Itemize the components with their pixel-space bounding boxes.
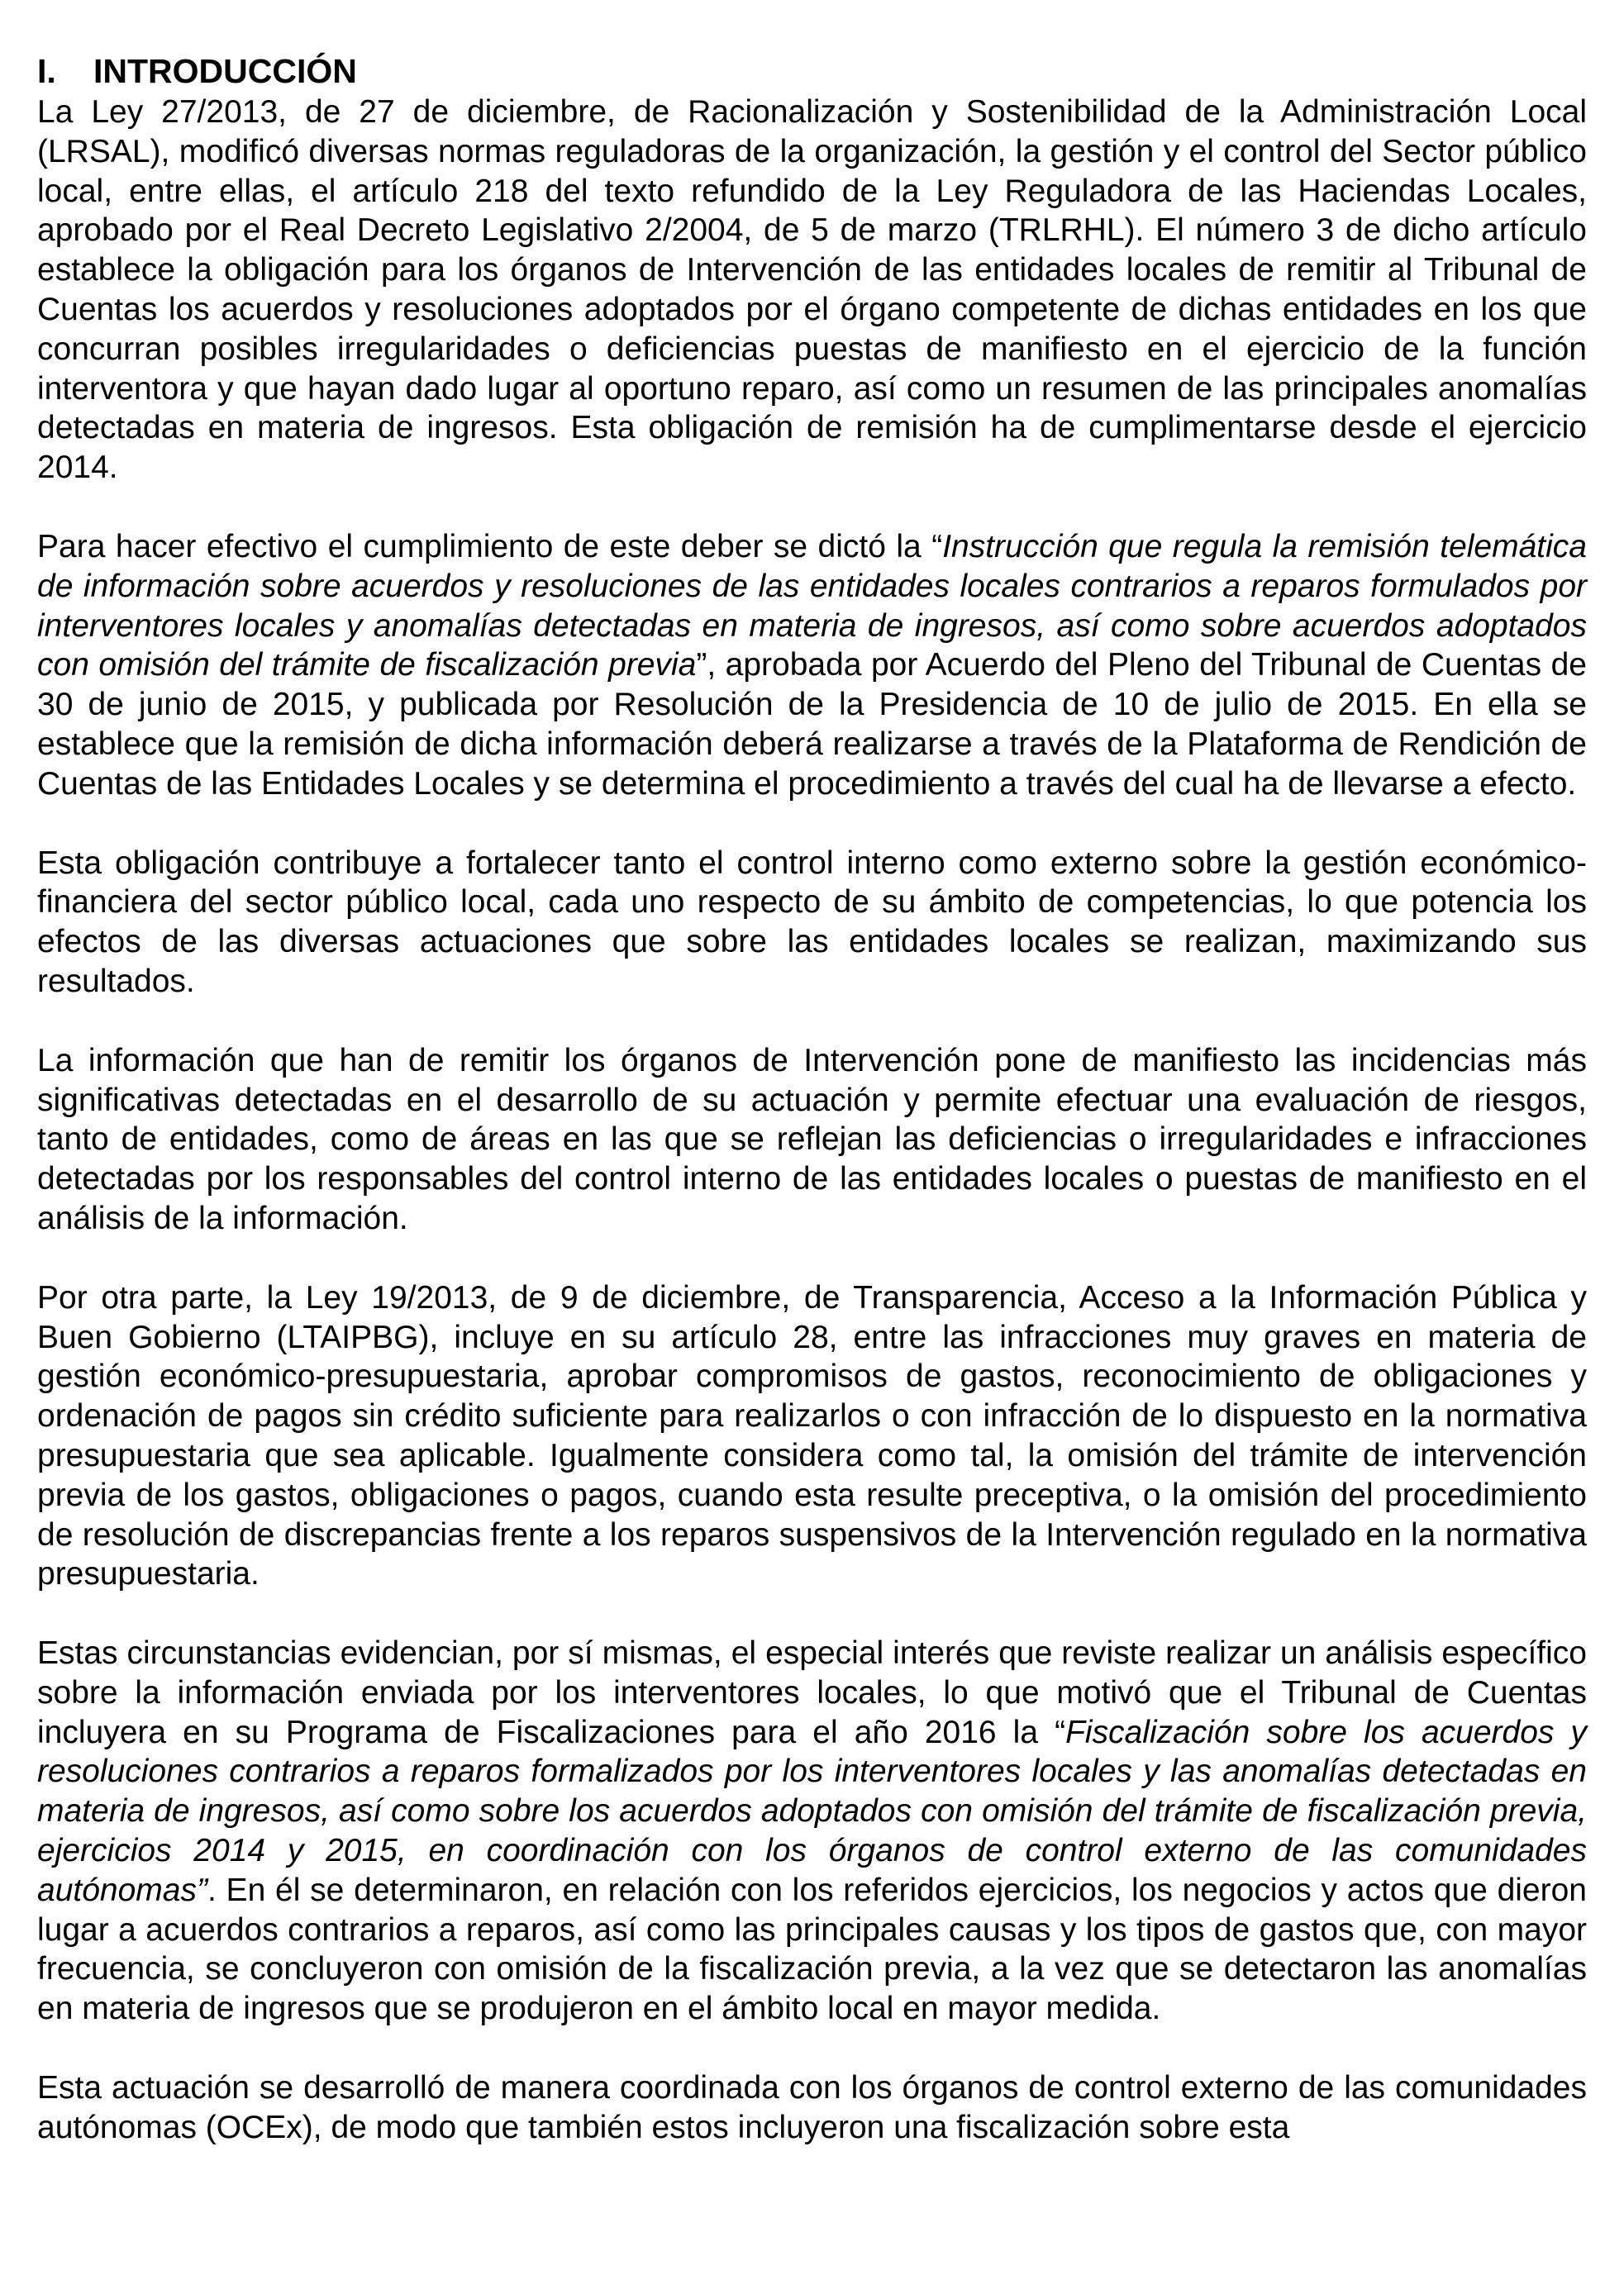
paragraph-3: Esta obligación contribuye a fortalecer tanto el control interno como externo sobre la gestión económico-financiera del sector público local, cada uno respecto de su ámbito de competencias, lo que potencia los efectos de las diversas actuaciones que sobre las entidades locales se realizan, maximizando sus resultados. [37,845,1587,999]
section-heading [37,51,1587,91]
paragraph-2-instruccion-title: Instrucción que regula la remisión telemática de información sobre acuerdos y resoluciones de las entidades locales contrarios a reparos formulados por interventores locales y anomalías detectadas en materia de ingresos, así como sobre acuerdos adoptados con omisión del trámite de fiscalización previa [37,528,1587,683]
paragraph-6-fiscalizacion-title: Fiscalización sobre los acuerdos y resoluciones contrarios a reparos formalizados por los interventores locales y las anomalías detectadas en materia de ingresos, así como sobre los acuerdos adoptados con omisión del trámite de fiscalización previa, ejercicios 2014 y 2015, en coordinación con los órganos de control externo de las comunidades autónomas” [37,1714,1587,1908]
paragraph-6 [37,1634,1587,2029]
paragraph-2-text-before: Para hacer efectivo el cumplimiento de este deber se dictó la “ [37,528,943,564]
paragraph-6-text-after: . En él se determinaron, en relación con los referidos ejercicios, los negocios y actos que dieron lugar a acuerdos contrarios a reparos, así como las principales causas y los tipos de gastos que, con mayor frecuencia, se concluyeron con omisión de la fiscalización previa, a la vez que se detectaron las anomalías en materia de ingresos que se produjeron en el ámbito local en mayor medida. [37,1872,1587,2027]
paragraph-2-text-after: ”, aprobada por Acuerdo del Pleno del Tribunal de Cuentas de 30 de junio de 2015, y publicada por Resolución de la Presidencia de 10 de julio de 2015. En ella se establece que la remisión de dicha información deberá realizarse a través de la Plataforma de Rendición de Cuentas de las Entidades Locales y se determina el procedimiento a través del cual ha de llevarse a efecto. [37,647,1587,802]
section-title: INTRODUCCIÓN [93,52,357,90]
paragraph-6-text-before: Estas circunstancias evidencian, por sí mismas, el especial interés que reviste realizar un análisis específico sobre la información enviada por los interventores locales, lo que motivó que el Tribunal de Cuentas incluyera en su Programa de Fiscalizaciones para el año 2016 la “ [37,1635,1587,1750]
section-number: I. [37,52,56,90]
paragraph-1: La Ley 27/2013, de 27 de diciembre, de Racionalización y Sostenibilidad de la Administración Local (LRSAL), modificó diversas normas reguladoras de la organización, la gestión y el control del Sector público local, entre ellas, el artículo 218 del texto refundido de la Ley Reguladora de las Haciendas Locales, aprobado por el Real Decreto Legislativo 2/2004, de 5 de marzo (TRLRHL). El número 3 de dicho artículo establece la obligación para los órganos de Intervención de las entidades locales de remitir al Tribunal de Cuentas los acuerdos y resoluciones adoptados por el órgano competente de dichas entidades en los que concurran posibles irregularidades o deficiencias puestas de manifiesto en el ejercicio de la función interventora y que hayan dado lugar al oportuno reparo, así como un resumen de las principales anomalías detectadas en materia de ingresos. Esta obligación de remisión ha de cumplimentarse desde el ejercicio 2014. [37,94,1587,486]
paragraph-5: Por otra parte, la Ley 19/2013, de 9 de diciembre, de Transparencia, Acceso a la Información Pública y Buen Gobierno (LTAIPBG), incluye en su artículo 28, entre las infracciones muy graves en materia de gestión económico-presupuestaria, aprobar compromisos de gastos, reconocimiento de obligaciones y ordenación de pagos sin crédito suficiente para realizarlos o con infracción de lo dispuesto en la normativa presupuestaria que sea aplicable. Igualmente considera como tal, la omisión del trámite de intervención previa de los gastos, obligaciones o pagos, cuando esta resulte preceptiva, o la omisión del procedimiento de resolución de discrepancias frente a los reparos suspensivos de la Intervención regulado en la normativa presupuestaria. [37,1279,1587,1592]
document-page [37,51,1587,2148]
paragraph-7: Esta actuación se desarrolló de manera coordinada con los órganos de control externo de las comunidades autónomas (OCEx), de modo que también estos incluyeron una fiscalización sobre esta [37,2070,1587,2145]
paragraph-4: La información que han de remitir los órganos de Intervención pone de manifiesto las incidencias más significativas detectadas en el desarrollo de su actuación y permite efectuar una evaluación de riesgos, tanto de entidades, como de áreas en las que se reflejan las deficiencias o irregularidades e infracciones detectadas por los responsables del control interno de las entidades locales o puestas de manifiesto en el análisis de la información. [37,1042,1587,1236]
paragraph-2 [37,527,1587,804]
